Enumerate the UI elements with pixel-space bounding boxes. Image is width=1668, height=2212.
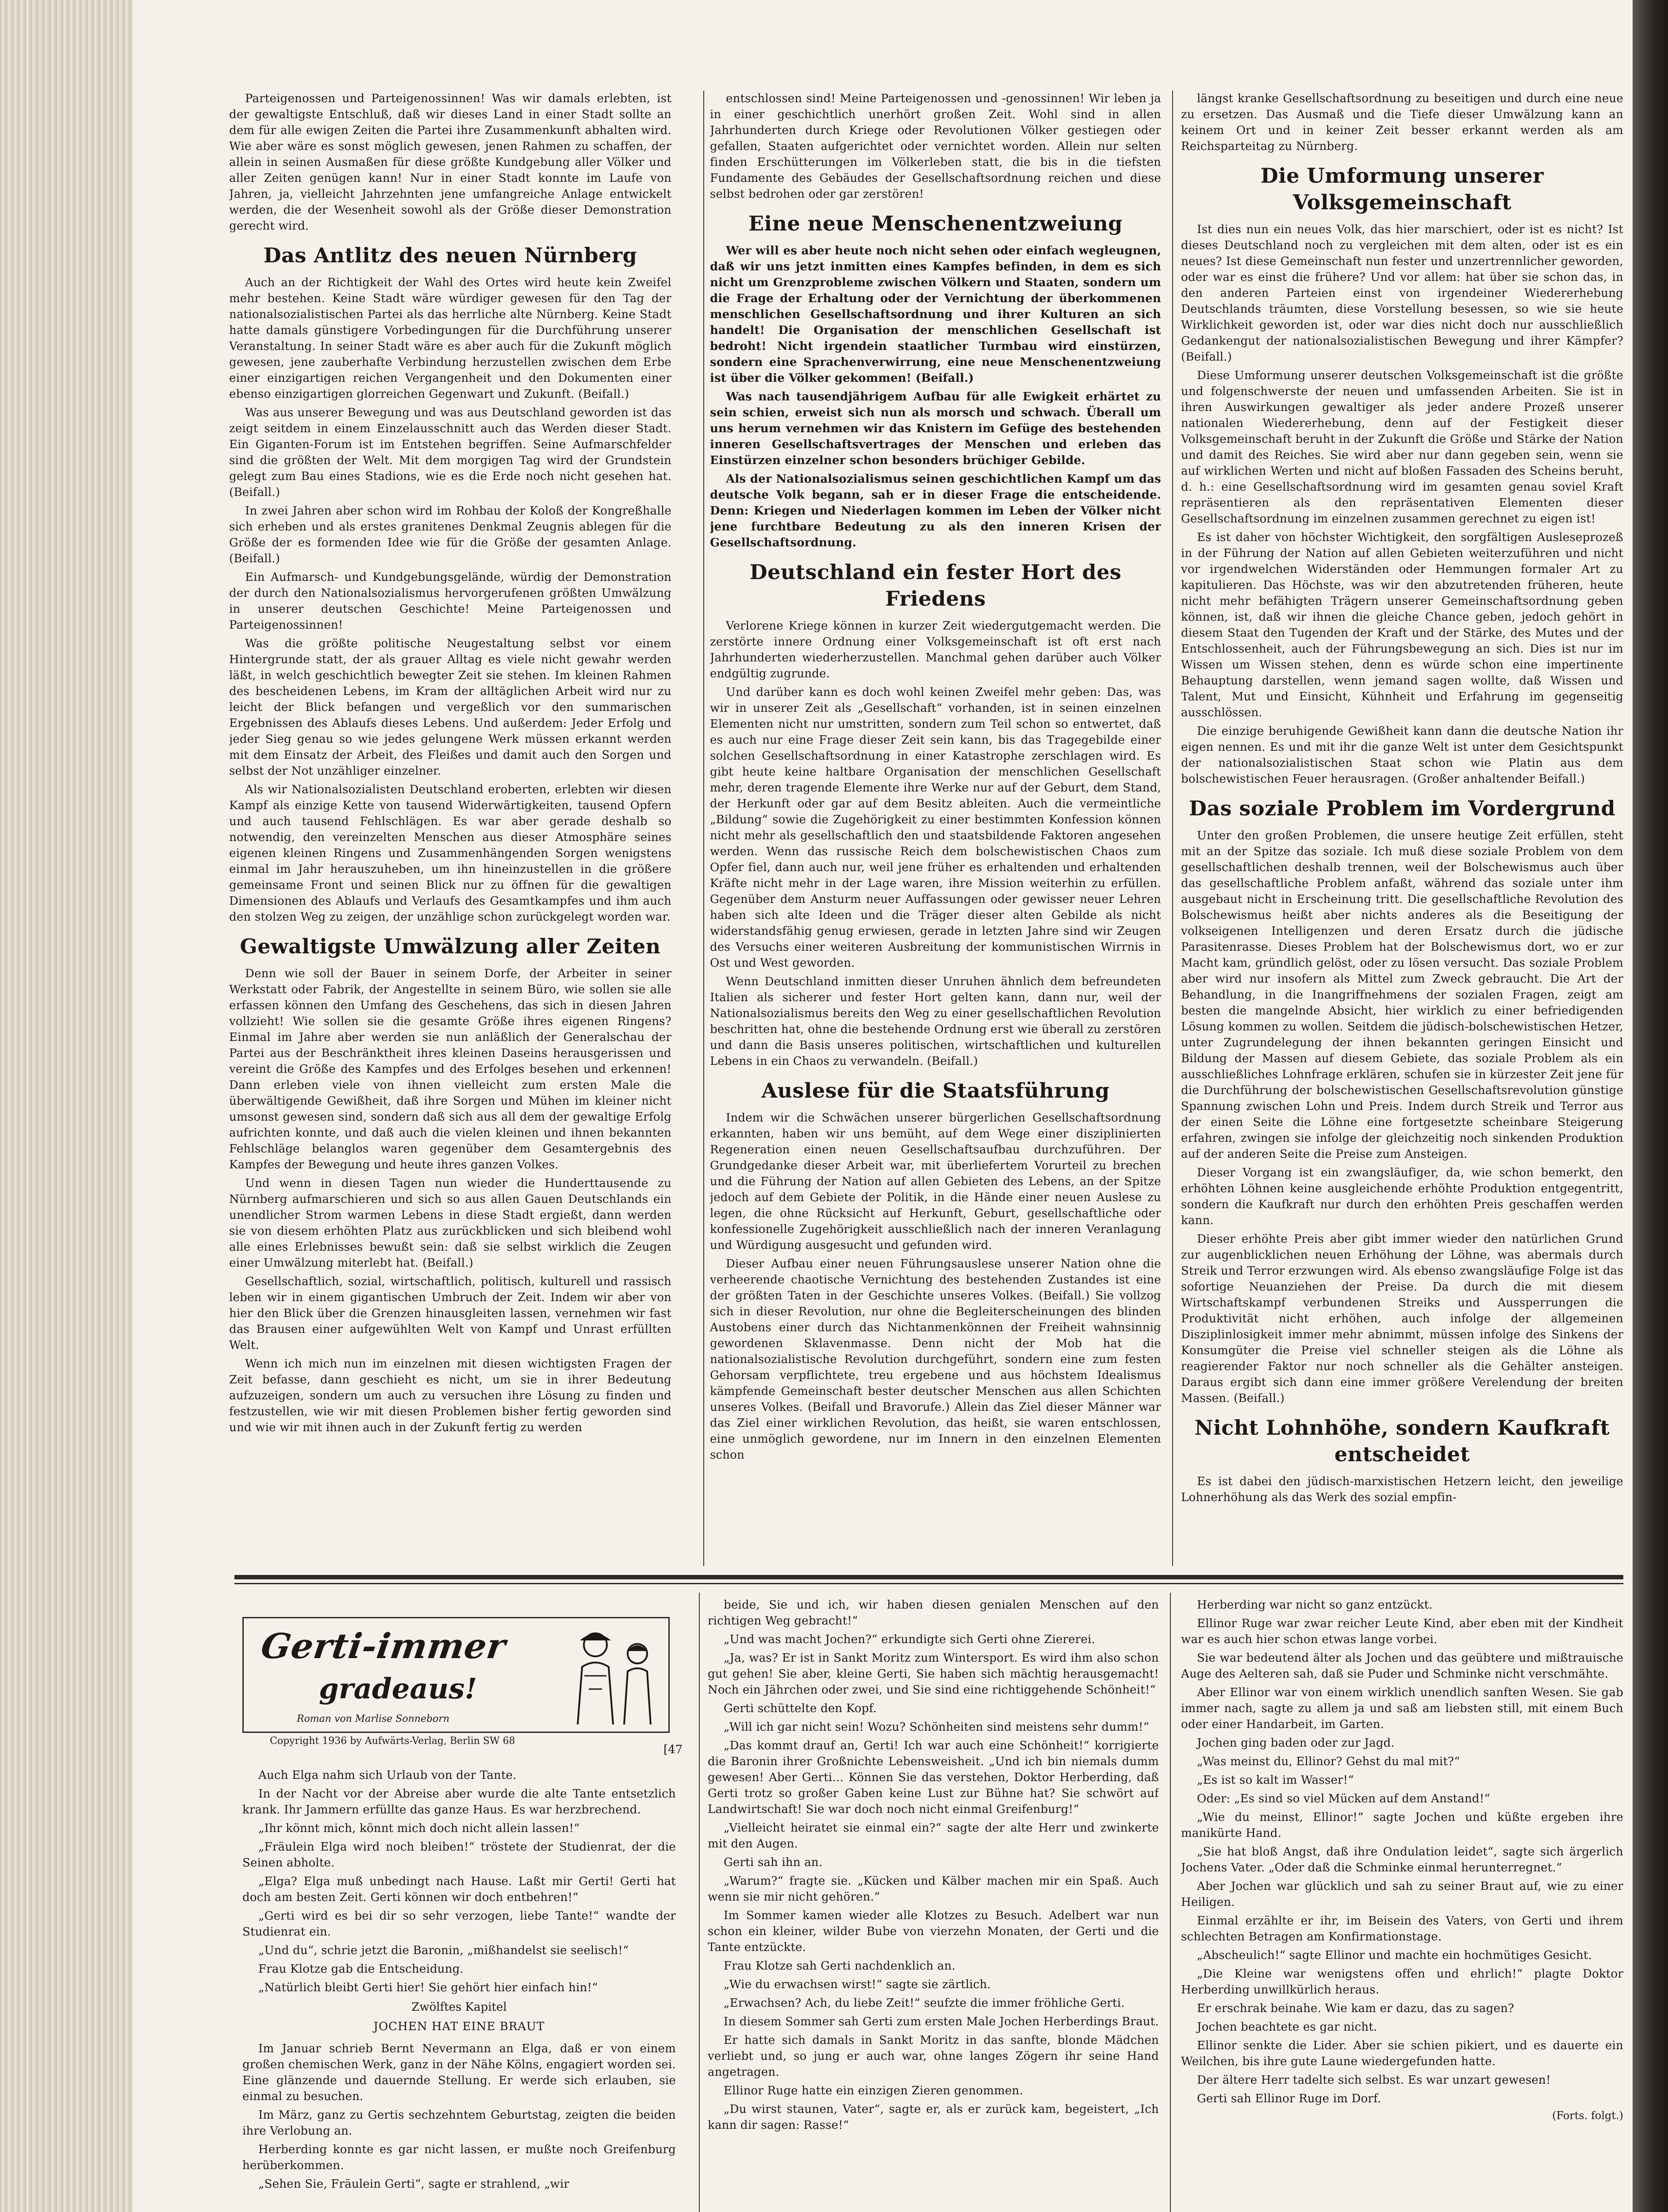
- paragraph: Es ist daher von höchster Wichtigkeit, den sorgfältigen Ausleseprozeß in der Führung der Nation auf allen Gebieten weiterzuführen und nicht vor irgendwelchen Widerständen oder Hemmungen formaler Art zu kapitulieren. Das Höchste, was wir den abzutretenden früheren, heute nicht mehr befähigten Trägern unserer Gemeinschaftsordnung geben können, ist, daß wir ihnen die gleiche Chance geben, jedoch gehört in diesem Staat den Tugenden der Kraft und der Stärke, des Mutes und der Entschlossenheit, auch der Führungsbewegung an sich. Dies ist nur im Wissen um Wissen stehen, denn es würde schon eine impertinente Behauptung darstellen, wenn jemand sagen wollte, daß Wissen und Talent, Mut und Einsicht, Kühnheit und Erfahrung im gegenseitig ausschlössen.: [1181, 531, 1623, 719]
- chapter-number: Zwölftes Kapitel: [411, 2001, 507, 2014]
- paragraph: Oder: „Es sind so viel Mücken auf dem Anstand!“: [1197, 1792, 1490, 1805]
- article-col2-section3: [710, 1110, 1161, 1463]
- paragraph: „Wie du meinst, Ellinor!“ sagte Jochen und küßte ergeben ihre manikürte Hand.: [1181, 1811, 1623, 1840]
- section-divider-thick: [234, 1575, 1623, 1579]
- paragraph: längst kranke Gesellschaftsordnung zu beseitigen und durch eine neue zu ersetzen. Das Ausmaß und die Tiefe dieser Umwälzung kann an keinem Ort und in keiner Zeit besser erkannt werden als am Reichsparteitag zu Nürnberg.: [1181, 92, 1623, 153]
- paragraph: entschlossen sind! Meine Parteigenossen und -genossinnen! Wir leben ja in einer geschichtlich unerhört großen Zeit. Wohl sind in allen Jahrhunderten durch Kriege oder Revolutionen Völker gestiegen oder gefallen, Staaten aufgerichtet oder vernichtet worden. Allein nur selten finden Erschütterungen im Völkerleben statt, die bis in die tiefsten Fundamente des Gebäudes der Gesellschaftsordnung reichen und diese selbst bedrohen oder gar zerstören!: [710, 92, 1161, 201]
- book-binding: [1633, 0, 1668, 2212]
- paragraph: Frau Klotze sah Gerti nachdenklich an.: [724, 1959, 956, 1973]
- paragraph: Auch an der Richtigkeit der Wahl des Ortes wird heute kein Zweifel mehr bestehen. Keine Stadt wäre würdiger gewesen für den Tag der nationalsozialistischen Partei als das herrliche alte Nürnberg. Keine Stadt hatte damals günstigere Vorbedingungen für die Durchführung unserer Veranstaltung. In seiner Stadt wäre es aber auch für die Zukunft möglich gewesen, jene zauberhafte Verbindung herzustellen zwischen dem Erbe einer einzigartigen reichen Vergangenheit und den Dokumenten einer ebenso einzigartigen glorreichen Gegenwart und Zukunft. (Beifall.): [229, 276, 671, 401]
- paragraph: Diese Umformung unserer deutschen Volksgemeinschaft ist die größte und folgenschwerste der neuen und umfassenden Arbeiten. Sie ist in ihren Auswirkungen gewaltiger als jeder andere Prozeß unserer nationalen Wiedererhebung, denn auf der Festigkeit dieser Volksgemeinschaft beruht in der Zukunft die Größe und Stärke der Nation und damit des Reiches. Sie wird aber nur dann gegeben sein, wenn sie auf wirklichen Werten und nicht auf bloßen Fassaden des Scheins beruht, d. h.: eine Gesellschaftsordnung wird im gesamten genau soviel Kraft repräsentieren als den repräsentativen Elementen dieser Gesellschaftsordnung im einzelnen zusammen gerechnet zu eigen ist!: [1181, 369, 1623, 526]
- paragraph: Indem wir die Schwächen unserer bürgerlichen Gesellschaftsordnung erkannten, haben wir uns bemüht, auf dem Wege einer disziplinierten Regeneration einen neuen Gesellschaftsaufbau durchzuführen. Der Grundgedanke dieser Arbeit war, mit überliefertem Vorurteil zu brechen und die Führung der Nation auf allen Gebieten des Lebens, an der Spitze jedoch auf dem Gebiete der Politik, in die Hände einer neuen Auslese zu legen, die ohne Rücksicht auf Herkunft, Geburt, gesellschaftliche oder konfessionelle Zugehörigkeit ausschließlich nach der inneren Veranlagung und Würdigung ausgesucht und gefunden wird.: [710, 1111, 1161, 1252]
- serial-copyright: Copyright 1936 by Aufwärts-Verlag, Berlin SW 68: [270, 1736, 515, 1747]
- paragraph: Unter den großen Problemen, die unsere heutige Zeit erfüllen, steht mit an der Spitze das soziale. Ich muß diese soziale Problem von dem gesellschaftlichen deshalb trennen, weil der Bolschewismus auch über das gesellschaftliche Problem anfaßt, während das soziale unter ihm ausgebaut nicht in Erscheinung tritt. Die gesellschaftliche Revolution des Bolschewismus heißt aber nichts anderes als die Beseitigung der volkseigenen Intelligenzen und deren Ersatz durch die jüdische Parasitenrasse. Dieses Problem hat der Bolschewismus dort, wo er zur Macht kam, gründlich gelöst, oder zu lösen versucht. Das soziale Problem aber wird nur insofern als Mittel zum Zweck gebraucht. Die Art der Behandlung, in die Inangriffnehmens der sozialen Fragen, zeigt am besten die mangelnde Absicht, hier wirklich zu einer befriedigenden Lösung kommen zu wollen. Seitdem die jüdisch-bolschewistischen Hetzer, unter Zugrundelegung der ihnen bekannten geringen Einsicht und Bildung der Massen auf diesem Gebiete, das soziale Problem als ein ausschließliches Lohnfrage erklären, schufen sie in kürzester Zeit jene für die Durchführung der bolschewistischen Gesellschaftsrevolution günstige Spannung zwischen Lohn und Preis. Indem durch Streik und Terror aus der einen Seite die Löhne eine fortgesetzte scheinbare Steigerung erfahren, zwingen sie infolge der gleichzeitig noch sinkenden Produktion auf der anderen Seite die Preise zum Ansteigen.: [1181, 829, 1623, 1161]
- paragraph: Gerti sah ihn an.: [724, 1856, 823, 1869]
- paragraph: In zwei Jahren aber schon wird im Rohbau der Koloß der Kongreßhalle sich erheben und als erstes granitenes Denkmal Zeugnis ablegen für die Größe der es formenden Idee wie für die Größe der gesamten Anlage. (Beifall.): [229, 504, 671, 565]
- serial-column-3: [1181, 1597, 1623, 2212]
- paragraph: Als der Nationalsozialismus seinen geschichtlichen Kampf um das deutsche Volk begann, sah er in dieser Frage die entscheidende. Denn: Kriegen und Niederlagen kommen im Leben der Völker nicht jene furchtbare Bedeutung zu als den inneren Krisen der Gesellschaftsordnung.: [710, 472, 1161, 549]
- paragraph: Im Januar schrieb Bernt Nevermann an Elga, daß er von einem großen chemischen Werk, ganz in der Nähe Kölns, engagiert worden sei. Eine glänzende und dauernde Stellung. Er werde sich erlauben, sie einmal zu besuchen.: [242, 2042, 676, 2103]
- paragraph: Auch Elga nahm sich Urlaub von der Tante.: [258, 1769, 517, 1782]
- column-rule-1: [703, 91, 704, 1566]
- paragraph: „Und was macht Jochen?“ erkundigte sich Gerti ohne Ziererei.: [724, 1633, 1095, 1646]
- heading-umformung-volksgemeinschaft: Die Umformung unserer Volksgemeinschaft: [1260, 164, 1544, 214]
- paragraph: Jochen beachtete es gar nicht.: [1197, 2020, 1377, 2034]
- paragraph: „Das kommt drauf an, Gerti! Ich war auch eine Schönheit!“ korrigierte die Baronin ihrer Großnichte Lebensweisheit. „Und ich bin niemals dumm gewesen! Aber Gerti… Können Sie das verstehen, Doktor Herberding, daß Gerti trotz so großer Gaben keine Lust zur Bühne hat? Sie schwört auf Landwirtschaft! Sie war doch noch nicht einmal Greifenburg!“: [708, 1739, 1159, 1816]
- serial-col3-body: [1181, 1597, 1623, 2107]
- paragraph: Jochen ging baden oder zur Jagd.: [1197, 1736, 1395, 1750]
- paragraph: In der Nacht vor der Abreise aber wurde die alte Tante entsetzlich krank. Ihr Jammern erfüllte das ganze Haus. Es war herzbrechend.: [242, 1787, 676, 1816]
- section-divider-thin: [234, 1583, 1623, 1584]
- paragraph: Die einzige beruhigende Gewißheit kann dann die deutsche Nation ihr eigen nennen. Es und mit ihr die ganze Welt ist unter dem Gesichtspunkt der nationalsozialistischen Staat schon wie Platin aus dem bolschewistischen Feuer herausragen. (Großer anhaltender Beifall.): [1181, 725, 1623, 786]
- heading-lohnhoehe-kaufkraft: Nicht Lohnhöhe, sondern Kaufkraft entscheidet: [1194, 1416, 1610, 1466]
- paragraph: „Ja, was? Er ist in Sankt Moritz zum Wintersport. Es wird ihm also schon gut gehen! Sie aber, kleine Gerti, Sie haben sich mächtig herausgemacht! Noch ein Jährchen oder zwei, und Sie sind eine richtiggehende Schönheit!“: [708, 1651, 1159, 1697]
- serial-title-box: [242, 1617, 670, 1733]
- paragraph: Es ist dabei den jüdisch-marxistischen Hetzern leicht, den jeweilige Lohnerhöhung als das Werk des sozial empfin-: [1181, 1475, 1623, 1504]
- paragraph: Dieser Aufbau einer neuen Führungsauslese unserer Nation ohne die verheerende chaotische Vernichtung des bestehenden Zustandes ist eine der größten Taten in der Geschichte unseres Volkes. (Beifall.) Sie vollzog sich in dieser Revolution, nur ohne die Begleiterscheinungen des blinden Austobens einer durch das Nichtanmenkönnen der Freiheit wahnsinnig gewordenen Sklavenmasse. Denn nicht der Mob hat die nationalsozialistische Revolution durchgeführt, sondern eine zum festen Gehorsam verpflichtete, treu ergebene und aus höchstem Idealismus kämpfende Gemeinschaft bester deutscher Menschen aus allen Schichten unseres Volkes. (Beifall und Bravorufe.) Allein das Ziel dieser Männer war das Ziel einer wirklichen Revolution, das heißt, sie waren entschlossen, eine unmöglich gewordene, nur im Innern in den einzelnen Elementen schon: [710, 1257, 1161, 1462]
- serial-title-line1: Gerti-immer: [258, 1626, 509, 1667]
- paragraph: Dieser erhöhte Preis aber gibt immer wieder den natürlichen Grund zur augenblicklichen neuen Erhöhung der Löhne, was abermals durch Streik und Terror erzwungen wird. Als ebenso zwangsläufige Folge ist das sofortige Neuanziehen der Preise. Da durch die mit diesem Wirtschaftskampf verbundenen Streiks und Aussperrungen die Produktivität nicht erhöhen, auch infolge der allgemeinen Disziplinlosigkeit immer mehr abnimmt, müssen infolge des Sinkens der Konsumgüter die Preise viel schneller steigen als die Löhne als reagierender Faktor nur noch schneller als die Gehälter ansteigen. Daraus ergibt sich dann eine immer größere Verelendung der breiten Massen. (Beifall.): [1181, 1233, 1623, 1405]
- paragraph: „Sie hat bloß Angst, daß ihre Ondulation leidet“, sagte sich ärgerlich Jochens Vater. „Oder daß die Schminke einmal herunterregnet.“: [1181, 1845, 1623, 1874]
- serial-col1-part-a: [242, 1767, 676, 1996]
- article-col3-section2: [1181, 828, 1623, 1406]
- paragraph: Aber Jochen war glücklich und sah zu seiner Braut auf, wie zu einer Heiligen.: [1181, 1880, 1623, 1909]
- paragraph: Wer will es aber heute noch nicht sehen oder einfach wegleugnen, daß wir uns jetzt inmitten eines Kampfes befinden, in dem es sich nicht um Grenzprobleme zwischen Völkern und Staaten, sondern um die Frage der Erhaltung oder der Vernichtung der überkommenen menschlichen Gesellschaftsordnung und ihrer Kulturen an sich handelt! Die Organisation der menschlichen Gesellschaft ist bedroht! Nicht irgendein staatlicher Turmbau wird einstürzen, sondern eine Sprachenverwirrung, eine neue Menschenentzweiung ist über die Völker gekommen! (Beifall.): [710, 244, 1161, 385]
- paragraph: Ellinor senkte die Lider. Aber sie schien pikiert, und es dauerte ein Weilchen, bis ihre gute Laune wiedergefunden hatte.: [1181, 2039, 1623, 2068]
- serial-title-line2: gradeaus!: [319, 1672, 477, 1705]
- paragraph: „Vielleicht heiratet sie einmal ein?“ sagte der alte Herr und zwinkerte mit den Augen.: [708, 1821, 1159, 1851]
- paragraph: Gerti sah Ellinor Ruge im Dorf.: [1197, 2092, 1381, 2105]
- paragraph: Was aus unserer Bewegung und was aus Deutschland geworden ist das zeigt seitdem in einem Einzelausschnitt auch das Werden dieser Stadt. Ein Giganten-Forum ist im Entstehen begriffen. Seine Aufmarschfelder sind die größten der Welt. Mit dem morgigen Tag wird der Grundstein gelegt zum Bau eines Stadions, wie es die Erde noch nicht gesehen hat. (Beifall.): [229, 406, 671, 499]
- article-col2-section1: [710, 243, 1161, 551]
- article-col3-section3: [1181, 1474, 1623, 1505]
- illustration-woman-icon: [615, 1636, 660, 1724]
- paragraph: „Was meinst du, Ellinor? Gehst du mal mit?“: [1197, 1755, 1460, 1768]
- paragraph: „Warum?“ fragte sie. „Kücken und Kälber machen mir ein Spaß. Auch wenn sie mir nicht gehören.“: [708, 1874, 1159, 1904]
- serial-installment-number: [47: [663, 1743, 683, 1756]
- paragraph: Aber Ellinor war von einem wirklich unendlich sanften Wesen. Sie gab immer nach, sagte zu allem ja und saß am liebsten still, mit einem Buch oder einer Handarbeit, im Garten.: [1181, 1686, 1623, 1731]
- paragraph: „Gerti wird es bei dir so sehr verzogen, liebe Tante!“ wandte der Studienrat ein.: [242, 1909, 676, 1939]
- illustration-man-icon: [571, 1627, 620, 1724]
- article-col2-section2: [710, 618, 1161, 1069]
- continuation-note: (Forts. folgt.): [1552, 2109, 1623, 2122]
- paragraph: Ist dies nun ein neues Volk, das hier marschiert, oder ist es nicht? Ist dieses Deutschland noch zu vergleichen mit dem alten, oder ist es ein neues? Ist diese Gemeinschaft nun fester und unzertrennlicher geworden, oder war es einst die frühere? Und vor allem: hat über sie schon das, in den anderen Parteien einst von irgendeiner Wiedererhebung Deutschlands träumten, diese Vorstellung besessen, so wie sie heute Wirklichkeit geworden ist, oder war dies nicht doch nur ausschließlich Gedankengut der nationalsozialistischen Bewegung und ihrer Kämpfer? (Beifall.): [1181, 223, 1623, 364]
- paragraph: Er hatte sich damals in Sankt Moritz in das sanfte, blonde Mädchen verliebt und, so jung er auch war, ohne langes Zögern ihr seine Hand angetragen.: [708, 2034, 1159, 2079]
- serial-column-rule-2: [1170, 1593, 1171, 2212]
- paragraph: Ellinor Ruge war zwar reicher Leute Kind, aber eben mit der Kindheit war es auch hier schon etwas lange vorbei.: [1181, 1617, 1623, 1646]
- paragraph: beide, Sie und ich, wir haben diesen genialen Menschen auf den richtigen Weg gebracht!“: [708, 1598, 1159, 1628]
- article-col3-section1: [1181, 222, 1623, 787]
- paragraph: „Elga? Elga muß unbedingt nach Hause. Laßt mir Gerti! Gerti hat doch am besten Zeit. Gerti können wir doch entbehren!“: [242, 1875, 676, 1904]
- paragraph: Ellinor Ruge hatte ein einzigen Zieren genommen.: [724, 2084, 1023, 2097]
- paragraph: „Will ich gar nicht sein! Wozu? Schönheiten sind meistens sehr dumm!“: [724, 1720, 1149, 1734]
- paragraph: Und wenn in diesen Tagen nun wieder die Hunderttausende zu Nürnberg aufmarschieren und sich so aus allen Gauen Deutschlands ein unendlicher Strom warmen Lebens in diese Stadt ergießt, dann werden sie von diesem erhöhten Platz aus zurückblicken und sich bleibend wohl alle eines Erlebnisses bewußt sein: daß sie selbst wirklich die Zeugen einer Umwälzung miterlebt hat. (Beifall.): [229, 1177, 671, 1270]
- article-col2-intro: [710, 91, 1161, 202]
- paragraph: Verlorene Kriege können in kurzer Zeit wiedergutgemacht werden. Die zerstörte innere Ordnung einer Volksgemeinschaft ist oft erst nach Jahrhunderten wiederherzustellen. Manchmal gehen darüber auch Völker endgültig zugrunde.: [710, 619, 1161, 680]
- serial-column-rule-1: [699, 1593, 700, 2212]
- paragraph: „Erwachsen? Ach, du liebe Zeit!“ seufzte die immer fröhliche Gerti.: [724, 1997, 1125, 2010]
- paragraph: Herberding konnte es gar nicht lassen, er mußte noch Greifenburg herüberkommen.: [242, 2143, 676, 2172]
- paragraph: Was nach tausendjährigem Aufbau für alle Ewigkeit erhärtet zu sein schien, erweist sich nun als morsch und schwach. Überall um uns herum vernehmen wir das Knistern im Gefüge des bestehenden inneren Gesellschaftsvertrages der Menschen und erleben das Einstürzen einzelner schon besonders brüchiger Gebilde.: [710, 390, 1161, 467]
- paragraph: Gerti schüttelte den Kopf.: [724, 1702, 877, 1715]
- heading-hort-des-friedens: Deutschland ein fester Hort des Friedens: [749, 560, 1122, 611]
- paragraph: Herberding war nicht so ganz entzückt.: [1197, 1598, 1433, 1612]
- column-rule-2: [1172, 91, 1173, 1566]
- paragraph: „Sehen Sie, Fräulein Gerti“, sagte er strahlend, „wir: [258, 2177, 570, 2191]
- article-col3-intro: [1181, 91, 1623, 154]
- paragraph: Sie war bedeutend älter als Jochen und das geübtere und mißtrauische Auge des Aelteren sah, daß sie Puder und Schminke nicht verschmähte.: [1181, 1651, 1623, 1681]
- heading-gewaltigste-umwaelzung: Gewaltigste Umwälzung aller Zeiten: [240, 934, 661, 958]
- paragraph: Dieser Vorgang ist ein zwangsläufiger, da, wie schon bemerkt, den erhöhten Löhnen keine ausgleichende erhöhte Produktion entgegentritt, sondern die Kaufkraft nur durch den erhöhten Preis geschaffen werden kann.: [1181, 1166, 1623, 1227]
- paragraph: „Du wirst staunen, Vater“, sagte er, als er zurück kam, begeistert, „Ich kann dir sagen: Rasse!“: [708, 2103, 1159, 2132]
- article-col1-section1: [229, 275, 671, 925]
- article-column-3: [1181, 91, 1623, 1566]
- paragraph: „Natürlich bleibt Gerti hier! Sie gehört hier einfach hin!“: [258, 1981, 598, 1994]
- paragraph: Frau Klotze gab die Entscheidung.: [258, 1962, 464, 1976]
- paragraph: Wenn ich mich nun im einzelnen mit diesen wichtigsten Fragen der Zeit befasse, dann geschieht es nicht, um sie in ihrer Bedeutung aufzuzeigen, sondern um auch zu versuchen ihre Lösung zu finden und festzustellen, wie wir mit diesen Problemen bisher fertig geworden sind und wie wir mit ihnen auch in der Zukunft fertig zu werden: [229, 1357, 671, 1434]
- article-column-1: [229, 91, 671, 1566]
- heading-antlitz-nuernberg: Das Antlitz des neuen Nürnberg: [263, 243, 637, 267]
- heading-soziale-problem: Das soziale Problem im Vordergrund: [1189, 796, 1616, 820]
- book-page-edges: [0, 0, 134, 2212]
- paragraph: „Die Kleine war wenigstens offen und ehrlich!“ plagte Doktor Herberding unwillkürlich heraus.: [1181, 1967, 1623, 1997]
- paragraph: Was die größte politische Neugestaltung selbst vor einem Hintergrunde statt, der als grauer Alltag es viele nicht gewahr werden läßt, in welch geschichtlich bewegter Zeit sie stehen. Im kleinen Rahmen des bescheidenen Lebens, im Kram der alltäglichen Arbeit wird nur zu leicht der Blick befangen und vergeßlich vor den summarischen Ergebnissen des Ablaufs dieses Lebens. Und außerdem: Jeder Erfolg und jeder Sieg genau so wie jedes gelungene Werk müssen erkannt werden mit dem Einsatz der Arbeit, des Fleißes und damit auch den Sorgen und selbst der Not unzähliger einzelner.: [229, 637, 671, 778]
- paragraph: Ein Aufmarsch- und Kundgebungsgelände, würdig der Demonstration der durch den Nationalsozialismus hervorgerufenen größten Umwälzung in unserer deutschen Geschichte! Meine Parteigenossen und Parteigenossinnen!: [229, 571, 671, 632]
- paragraph: „Fräulein Elga wird noch bleiben!“ tröstete der Studienrat, der die Seinen abholte.: [242, 1840, 676, 1870]
- serial-column-2: [708, 1597, 1159, 2212]
- paragraph: Er erschrak beinahe. Wie kam er dazu, das zu sagen?: [1197, 2002, 1515, 2015]
- serial-author: Roman von Marlise Sonneborn: [297, 1713, 450, 1724]
- newspaper-page: [133, 0, 1633, 2212]
- paragraph: „Und du“, schrie jetzt die Baronin, „mißhandelst sie seelisch!“: [258, 1944, 629, 1957]
- article-column-2: [710, 91, 1161, 1566]
- heading-menschenentzweiung: Eine neue Menschenentzweiung: [748, 211, 1123, 235]
- paragraph: Als wir Nationalsozialisten Deutschland eroberten, erlebten wir diesen Kampf als einzige Kette von tausend Widerwärtigkeiten, tausend Opfern und auch tausend Fehlschlägen. Es war aber gerade deshalb so notwendig, den vereinzelten Menschen aus dieser Atmosphäre seines eigenen kleinen Ringens und Zusammenhängenden Sorgen wenigstens einmal im Jahr herauszuheben, um ihn hineinzustellen in die größere gemeinsame Front und seinen Blick nur zu öffnen für die gewaltigen Dimensionen des Ablaufs und Verlaufs des Gesamtkampfes und ihm auch den stolzen Weg zu zeigen, der unzählige schon zurückgelegt worden war.: [229, 783, 671, 924]
- heading-auslese-staatsfuehrung: Auslese für die Staatsführung: [761, 1079, 1110, 1102]
- article-col1-intro: [229, 91, 671, 234]
- paragraph: In diesem Sommer sah Gerti zum ersten Male Jochen Herberdings Braut.: [724, 2015, 1159, 2028]
- chapter-title: JOCHEN HAT EINE BRAUT: [373, 2020, 545, 2033]
- serial-col1-part-b: [242, 2041, 676, 2192]
- paragraph: Gesellschaftlich, sozial, wirtschaftlich, politisch, kulturell und rassisch leben wir in einem gigantischen Umbruch der Zeit. Indem wir aber von hier den Blick über die Grenzen hinausgleiten lassen, vernehmen wir fast das Brausen einer aufgewühlten Welt von Kampf und Unrast erfüllten Welt.: [229, 1275, 671, 1352]
- paragraph: Wenn Deutschland inmitten dieser Unruhen ähnlich dem befreundeten Italien als sicherer und fester Hort gelten kann, dann nur, weil der Nationalsozialismus bereits den Weg zu einer gesellschaftlichen Revolution beschritten hat, ohne die bestehende Ordnung erst wie überall zu zerstören und dann die Basis unseres politischen, wirtschaftlichen und kulturellen Lebens in ein Chaos zu verwandeln. (Beifall.): [710, 975, 1161, 1068]
- paragraph: Der ältere Herr tadelte sich selbst. Es war unzart gewesen!: [1197, 2074, 1551, 2087]
- paragraph: „Abscheulich!“ sagte Ellinor und machte ein hochmütiges Gesicht.: [1197, 1949, 1592, 1962]
- paragraph: Denn wie soll der Bauer in seinem Dorfe, der Arbeiter in seiner Werkstatt oder Fabrik, der Angestellte in seinem Büro, wie sollen sie alle erfassen können den Umfang des Geschehens, das sich in diesen Jahren vollzieht! Wie sollen sie die gesamte Größe ihres eigenen Ringens? Einmal im Jahre aber werden sie nun anläßlich der Generalschau der Partei aus der Beschränktheit ihres kleinen Daseins herausgerissen und vereint die Größe des Kampfes und des Erfolges besehen und erkennen! Dann erleben viele von ihnen vielleicht zum ersten Male die überwältigende Gewißheit, daß ihre Sorgen und Mühen im kleiner nicht umsonst gewesen sind, sondern daß sich aus all dem der gewaltige Erfolg aufrichten konnte, und daß auch die vielen kleinen und ihnen bekannten Fehlschläge belanglos waren gegenüber dem Gesamtergebnis des Kampfes der Bewegung und heute ihres ganzen Volkes.: [229, 967, 671, 1171]
- paragraph: Im März, ganz zu Gertis sechzehntem Geburtstag, zeigten die beiden ihre Verlobung an.: [242, 2108, 676, 2138]
- paragraph: „Wie du erwachsen wirst!“ sagte sie zärtlich.: [724, 1978, 991, 1991]
- article-col1-section2: [229, 966, 671, 1436]
- serial-column-1: [242, 1767, 676, 2212]
- paragraph: Im Sommer kamen wieder alle Klotzes zu Besuch. Adelbert war nun schon ein kleiner, wilder Bube von vierzehn Monaten, der Gerti und die Tante entzückte.: [708, 1909, 1159, 1954]
- paragraph: „Ihr könnt mich, könnt mich doch nicht allein lassen!“: [258, 1822, 580, 1835]
- paragraph: Einmal erzählte er ihr, im Beisein des Vaters, von Gerti und ihrem schlechten Betragen am Konfirmationstage.: [1181, 1914, 1623, 1943]
- paragraph: Parteigenossen und Parteigenossinnen! Was wir damals erlebten, ist der gewaltigste Entschluß, daß wir dieses Land in einer Stadt sollte an dem für alle ewigen Zeiten die Partei ihre Zusammenkunft abhalten wird. Wie aber wäre es sonst möglich gewesen, jenen Rahmen zu schaffen, der allein in seinen Ausmaßen für diese größte Kundgebung aller Völker und aller Zeiten genügen kann! Nur in einer Stadt konnte im Laufe von Jahren, ja, vielleicht Jahrzehnten jene umfangreiche Anlage entwickelt werden, die der Wesenheit sowohl als der Größe dieser Demonstration gerecht wird.: [229, 92, 671, 233]
- paragraph: Und darüber kann es doch wohl keinen Zweifel mehr geben: Das, was wir in unserer Zeit als „Gesellschaft“ vorhanden, ist in seinen einzelnen Elementen nicht nur umstritten, sondern zum Teil schon so entwertet, daß es auch nur eine Frage dieser Zeit sein kann, bis das Tragegebilde einer solchen Gesellschaftsordnung in einer Katastrophe zerschlagen wird. Es gibt heute keine haltbare Organisation der menschlichen Gesellschaft mehr, deren tragende Elemente ihre Werke nur auf der Geburt, dem Stand, der Herkunft oder gar auf dem Besitz ableiten. Auch die vermeintliche „Bildung“ sowie die Zugehörigkeit zu einer bestimmten Konfession können nicht mehr als gesellschaftlich den und staatsbildende Faktoren angesehen werden. Wenn das russische Reich dem bolschewistischen Chaos zum Opfer fiel, dann auch nur, weil jene früher es erhaltenden und erhaltenden Kräfte nicht mehr in der Lage waren, ihre Mission weiterhin zu erfüllen. Gegenüber dem Ansturm neuer Auffassungen oder gewisser neuer Lehren haben sich alte Ideen und die Träger dieser alten Gebilde als nicht widerstandsfähig genug erwiesen, gerade in letzten Jahre sind wir Zeugen des Versuchs einer weiteren Ausbreitung der kommunistischen Wirrnis in Ost und West geworden.: [710, 686, 1161, 970]
- paragraph: „Es ist so kalt im Wasser!“: [1197, 1774, 1354, 1787]
